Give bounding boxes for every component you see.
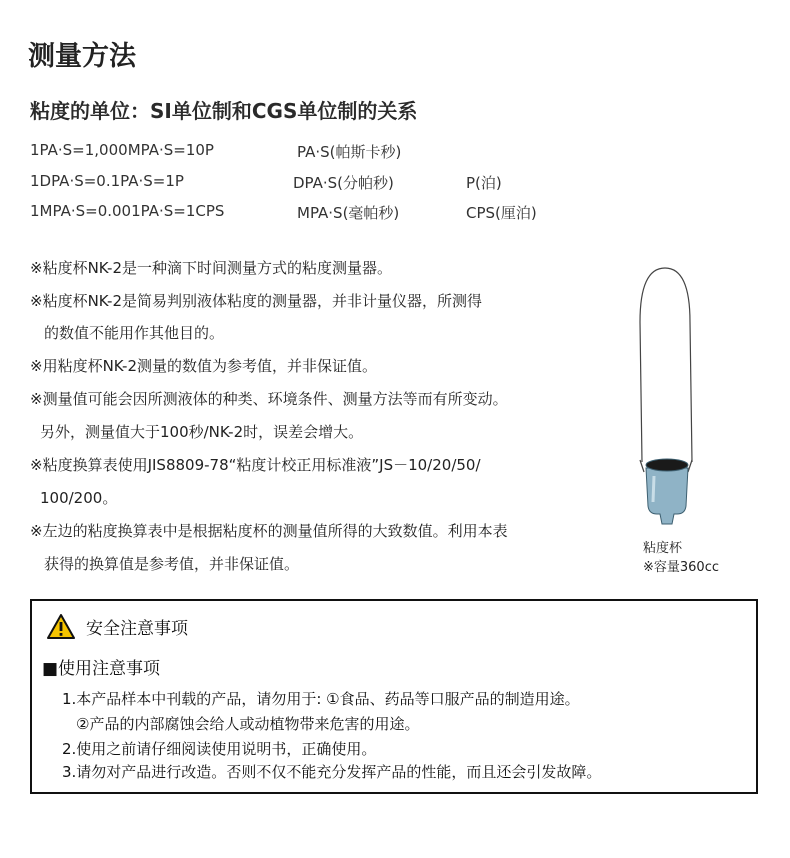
unit-si: MPA·S(毫帕秒) xyxy=(297,204,400,222)
viscosity-cup-illustration xyxy=(630,262,710,532)
cup-opening xyxy=(646,459,688,471)
usage-title: ■使用注意事项 xyxy=(42,659,161,679)
note-line: ※粘度杯NK-2是一种滴下时间测量方式的粘度测量器。 xyxy=(30,259,393,277)
safety-header-text: 安全注意事项 xyxy=(86,619,188,639)
unit-si: PA·S(帕斯卡秒) xyxy=(297,143,402,161)
usage-rule: 3.请勿对产品进行改造。否则不仅不能充分发挥产品的性能，而且还会引发故障。 xyxy=(62,763,602,781)
note-line: 获得的换算值是参考值，并非保证值。 xyxy=(44,555,300,573)
safety-notice-box xyxy=(30,599,758,794)
cup-caption: 粘度杯 xyxy=(643,541,683,556)
note-line: 100/200。 xyxy=(40,489,118,507)
page-title: 测量方法 xyxy=(28,41,136,72)
usage-rule: ②产品的内部腐蚀会给人或动植物带来危害的用途。 xyxy=(76,715,420,733)
cup-handle xyxy=(640,268,692,462)
note-line: 的数值不能用作其他目的。 xyxy=(44,324,225,342)
note-line: ※粘度杯NK-2是简易判别液体粘度的测量器，并非计量仪器，所测得 xyxy=(30,292,483,310)
note-line: ※粘度换算表使用JIS8809-78“粘度计校正用标准液”JS－10/20/50/ xyxy=(30,456,481,474)
note-line: ※测量值可能会因所测液体的种类、环境条件、测量方法等而有所变动。 xyxy=(30,390,508,408)
section-subtitle: 粘度的单位：SI单位制和CGS单位制的关系 xyxy=(30,99,418,123)
note-line: ※用粘度杯NK-2测量的数值为参考值，并非保证值。 xyxy=(30,357,378,375)
note-line: 另外，测量值大于100秒/NK-2时，误差会增大。 xyxy=(40,423,364,441)
unit-formula: 1MPA·S=0.001PA·S=1CPS xyxy=(30,202,225,220)
unit-formula: 1PA·S=1,000MPA·S=10P xyxy=(30,141,214,159)
unit-cgs: CPS(厘泊) xyxy=(466,204,537,222)
usage-rule: 1.本产品样本中刊载的产品，请勿用于: ①食品、药品等口服产品的制造用途。 xyxy=(62,690,580,708)
cup-capacity: ※容量360cc xyxy=(643,560,720,575)
note-line: ※左边的粘度换算表中是根据粘度杯的测量值所得的大致数值。利用本表 xyxy=(30,522,508,540)
unit-si: DPA·S(分帕秒) xyxy=(293,174,394,192)
unit-formula: 1DPA·S=0.1PA·S=1P xyxy=(30,172,184,190)
safety-header xyxy=(46,613,188,640)
warning-icon xyxy=(46,613,76,640)
usage-rule: 2.使用之前请仔细阅读使用说明书，正确使用。 xyxy=(62,740,377,758)
unit-cgs: P(泊) xyxy=(466,174,502,192)
